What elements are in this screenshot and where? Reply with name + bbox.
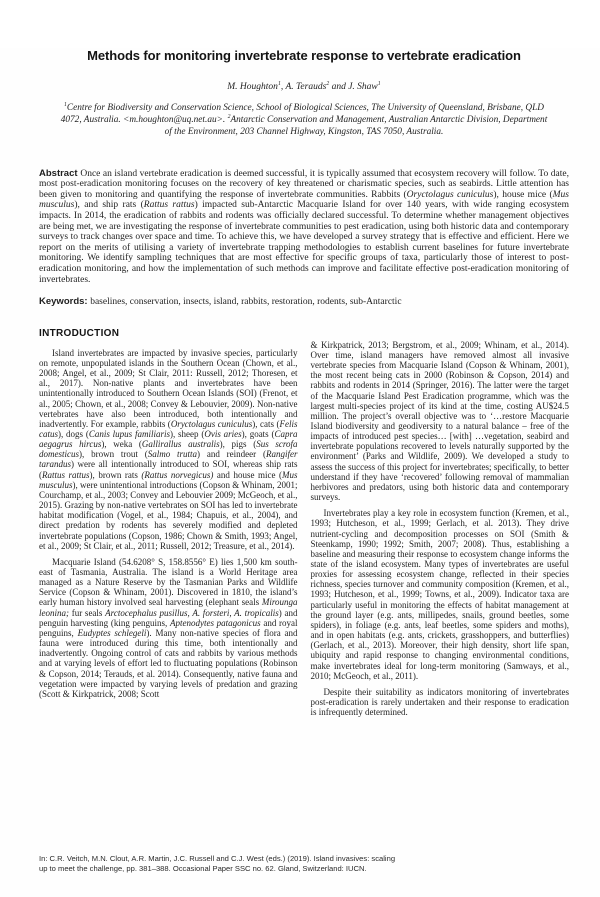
paper-title: Methods for monitoring invertebrate response to vertebrate eradication bbox=[87, 48, 521, 63]
intro-paragraph-2: Macquarie Island (54.6208° S, 158.8556° E) lies 1,500 km south-east of Tasmania, Australia. The island is a World Heritage area managed as a Nature Reserve by the Tasmanian Parks and Wildlife Service (Copson & Whinam, 2001). Discovered in 1810, the island’s early human history involved seal harvesting (elephant seals Mirounga leonina; fur seals Arctocephalus pusillus, A. forsteri, A. tropicalis) and penguin harvesting (king penguins, Aptenodytes patagonicus and royal penguins, Eudyptes schlegeli). Many non-native species of flora and fauna were introduced during this time, both intentionally and inadvertently. Ongoing control of cats and rabbits by various methods and at varying levels of effort led to fluctuating populations (Robinson & Copson, 2014; Terauds, et al. 2014). Consequently, native fauna and vegetation were impacted by varying levels of predation and grazing (Scott & Kirkpatrick, 2008; Scott bbox=[39, 556, 298, 699]
abstract-paragraph: Abstract Once an island vertebrate eradication is deemed successful, it is typically assumed that ecosystem recovery will follow. To date, most post-eradication monitoring focuses on the recovery of key threatened or charismatic species, such as seabirds. Little attention has been given to monitoring and quantifying the response of invertebrate communities. Rabbits (Oryctolagus cuniculus), house mice (Mus musculus), and ship rats (Rattus rattus) impacted sub-Antarctic Macquarie Island for over 140 years, with wide ranging ecosystem impacts. In 2014, the eradication of rabbits and rodents was officially declared successful. To determine whether management objectives are being met, we are investigating the response of invertebrate communities to pest eradication, using both historic data and contemporary surveys to track changes over space and time. To achieve this, we have developed a survey strategy that is effective and efficient. Here we report on the merits of utilising a variety of invertebrate trapping methodologies to establish current baselines for future invertebrate monitoring. We identify sampling techniques that are most effective for specific groups of taxa, particularly those of interest to post-eradication monitoring, and how the implementation of such methods can improve and facilitate effective post-eradication monitoring of invertebrates. bbox=[39, 167, 569, 285]
affiliations: $^1$Centre for Biodiversity and Conservation Science, School of Biological Sciences, The University of Queensland, Brisbane, QLD 4072, Australia. <m.houghton@uq.net.au>. $^2$Antarctic Conservation and Management, Australian Antarctic Division, Department of the Environment, 203 Channel Highway, Kingston, TAS 7050, Australia. bbox=[60, 101, 548, 138]
right-column bbox=[311, 328, 570, 718]
paper-page bbox=[0, 48, 600, 897]
two-column-layout bbox=[39, 328, 569, 718]
intro-paragraph-3: Invertebrates play a key role in ecosystem function (Kremen, et al., 1993; Hutcheson, et al., 1999; Gerlach, et al. 2013). They drive nutrient-cycling and decomposition processes on SOI (Smith & Steenkamp, 1990; 1992; Smith, 2007; 2008). Thus, establishing a baseline and measuring their response to ecosystem change informs the state of the island ecosystem. Many types of invertebrates are useful proxies for assessing ecosystem change, reflected in their species richness, species turnover and community composition (Kremen, et al., 1993; Hutcheson, et al., 1999; Towns, et al., 2009). Indicator taxa are particularly useful in monitoring the effects of habitat management at the ground layer (e.g. ants, millipedes, snails, ground beetles, some spiders), in foliage (e.g. ants, leaf beetles, some spiders and moths), and in open habitats (e.g. ants, crickets, grasshoppers, and butterflies) (Gerlach, et al., 2013). Moreover, their high density, short life span, ubiquity and rapid response to changing environmental conditions, make invertebrates ideal for long-term monitoring (Samways, et al., 2010; McGeoch, et al., 2011). bbox=[310, 508, 569, 681]
left-column bbox=[39, 328, 298, 718]
citation-line-1: In: C.R. Veitch, M.N. Clout, A.R. Martin, J.C. Russell and C.J. West (eds.) (2019). Island invasives: scaling bbox=[39, 854, 396, 863]
intro-paragraph-2-continued: & Kirkpatrick, 2013; Bergstrom, et al., 2009; Whinam, et al., 2014). Over time, island managers have removed almost all invasive vertebrate species from Macquarie Island (Copson & Whinam, 2001), the most recent being cats in 2000 (Robinson & Copson, 2014) and rabbits and rodents in 2014 (Springer, 2016). The latter were the target of the Macquarie Island Pest Eradication programme, which was the largest multi-species project of its kind at the time, costing AU$24.5 million. The project’s overall objective was to ‘…restore Macquarie Island biodiversity and geodiversity to a natural balance – free of the impacts of introduced pest species… [with] …vegetation, seabird and invertebrate populations recovered to levels naturally supported by the environment’ (Parks and Wildlife, 2009). We developed a study to assess the success of this project for invertebrates; specifically, to better understand if they have ‘recovered’ following removal of mammalian herbivores and predators, using both historic data and contemporary surveys. bbox=[310, 339, 569, 503]
intro-paragraph-4: Despite their suitability as indicators monitoring of invertebrates post-eradication is rarely undertaken and their response to eradication is infrequently determined. bbox=[310, 686, 569, 718]
citation-line-2: up to meet the challenge, pp. 381–388. Occasional Paper SSC no. 62. Gland, Switzerland: IUCN. bbox=[39, 863, 367, 873]
citation-footer bbox=[39, 854, 395, 873]
keywords-line: Keywords: baselines, conservation, insects, island, rabbits, restoration, rodents, sub-Antarctic bbox=[39, 296, 402, 308]
intro-paragraph-1: Island invertebrates are impacted by invasive species, particularly on remote, unpopulated islands in the Southern Ocean (Chown, et al., 2008; Angel, et al., 2009; St Clair, 2011: Russell, 2012; Thoresen, et al., 2017). Non-native plants and invertebrates have been unintentionally introduced to Southern Ocean Islands (SOI) (Frenot, et al., 2005; Chown, et al., 2008; Convey & Lebouvier, 2009). Non-native vertebrates have also been introduced, both intentionally and inadvertently. For example, rabbits (Oryctolagus cuniculus), cats (Felis catus), dogs (Canis lupus familiaris), sheep (Ovis aries), goats (Capra aegagrus hircus), weka (Gallirallus australis), pigs (Sus scrofa domesticus), brown trout (Salmo trutta) and reindeer (Rangifer tarandus) were all intentionally introduced to SOI, whereas ship rats (Rattus rattus), brown rats (Rattus norvegicus) and house mice (Mus musculus), were unintentional introductions (Copson & Whinam, 2001; Courchamp, et al., 2003; Convey and Lebouvier 2009; McGeoch, et al., 2015). Grazing by non-native vertebrates on SOI has led to invertebrate habitat modification (Vogel, et al., 1984; Chapuis, et al., 2004), and direct predation by rodents has severely modified and depleted invertebrate populations (Copson, 1986; Chown & Smith, 1993; Angel, et al., 2009; St Clair, et al., 2011; Russell, 2012; Treasure, et al., 2014). bbox=[39, 347, 298, 551]
authors-line: M. Houghton$^1$, A. Terauds$^2$ and J. Shaw$^1$ bbox=[227, 80, 381, 92]
introduction-heading: INTRODUCTION bbox=[39, 327, 120, 339]
